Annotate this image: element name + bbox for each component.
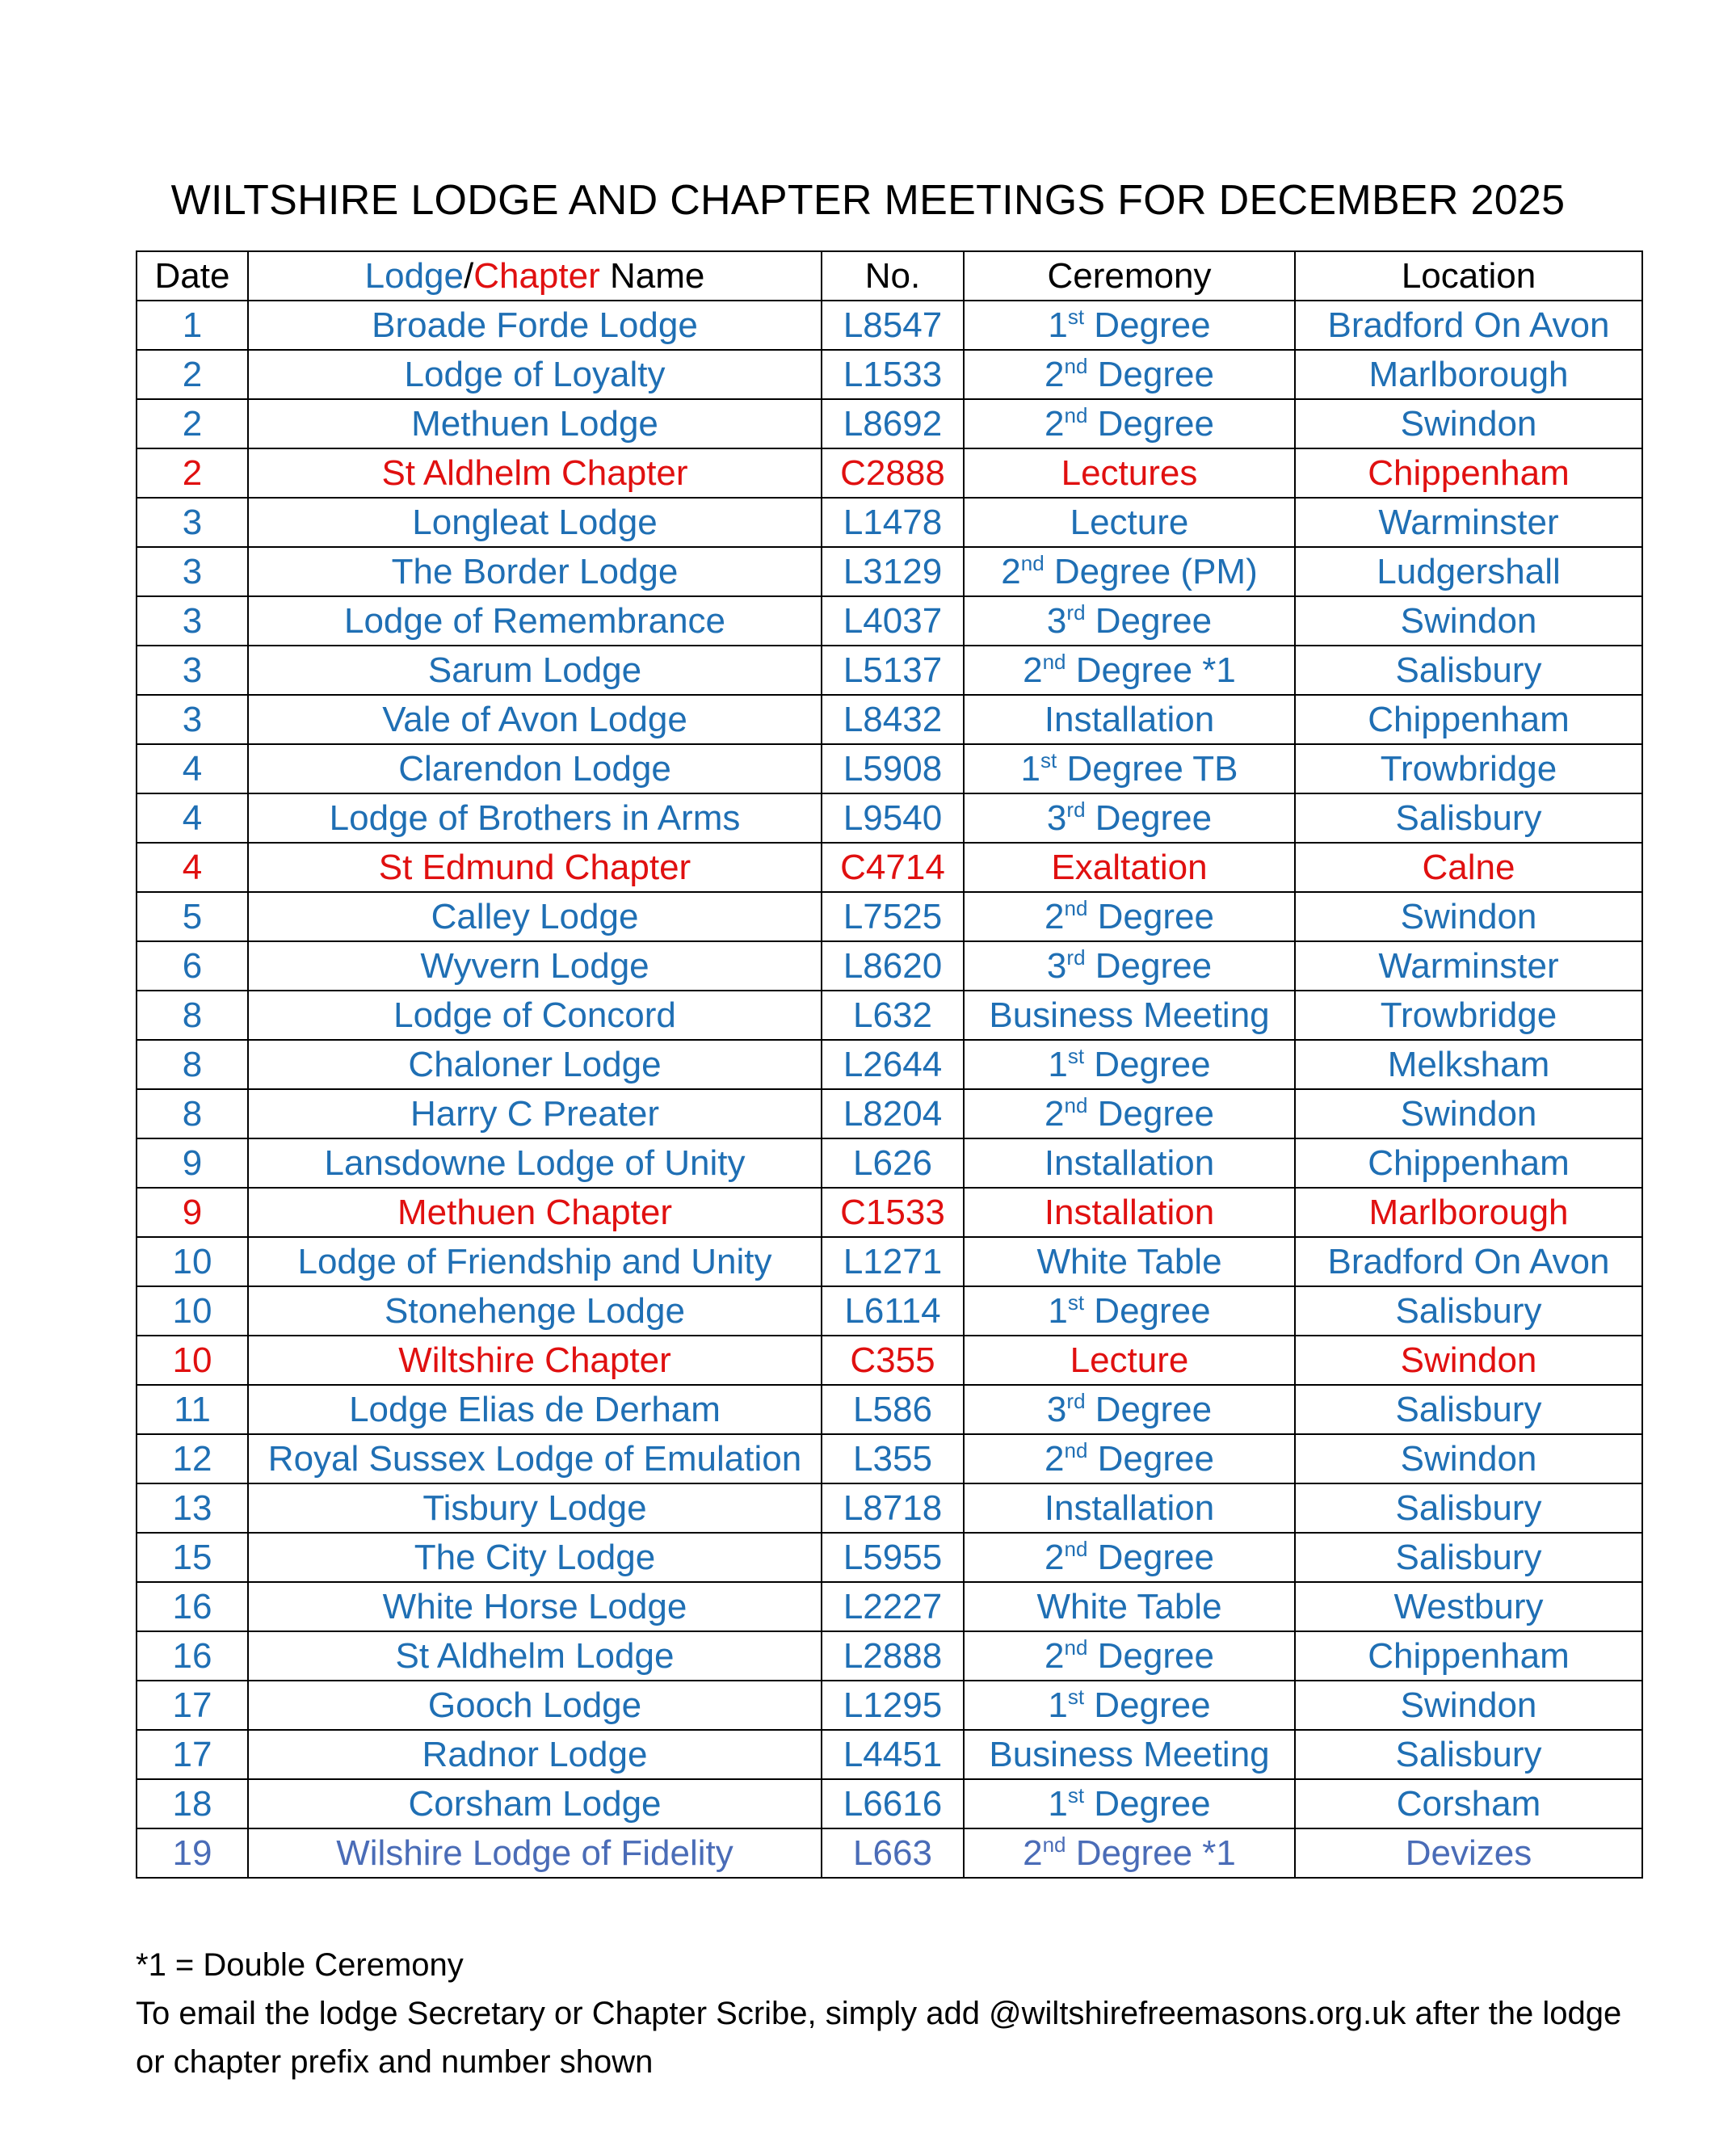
row-number: L7525 <box>822 892 964 941</box>
row-number: L8547 <box>822 301 964 350</box>
row-ceremony <box>964 498 1295 547</box>
row-location: Calne <box>1295 843 1642 892</box>
ceremony-ordinal-suffix: nd <box>1064 1092 1088 1117</box>
ceremony-ordinal-suffix: st <box>1067 1684 1085 1709</box>
row-name: Calley Lodge <box>248 892 822 941</box>
row-date: 19 <box>137 1828 248 1878</box>
ceremony-ordinal-suffix: nd <box>1042 1832 1066 1857</box>
ceremony-main: Business Meeting <box>989 995 1270 1035</box>
table-row <box>137 892 1642 941</box>
row-location: Swindon <box>1295 892 1642 941</box>
ceremony-ordinal-suffix: st <box>1067 304 1085 329</box>
table-row <box>137 1681 1642 1730</box>
row-date: 3 <box>137 695 248 744</box>
table-row <box>137 547 1642 596</box>
table-row <box>137 646 1642 695</box>
ceremony-main: Lecture <box>1070 502 1189 542</box>
ceremony-main: Installation <box>1044 1142 1215 1183</box>
ceremony-rest: Degree <box>1084 1685 1211 1725</box>
header-name <box>248 251 822 301</box>
ceremony-ordinal-suffix: rd <box>1066 945 1086 970</box>
row-ceremony <box>964 1681 1295 1730</box>
table-row <box>137 1237 1642 1286</box>
row-location: Chippenham <box>1295 1138 1642 1188</box>
row-ceremony <box>964 1188 1295 1237</box>
row-number: L663 <box>822 1828 964 1878</box>
row-name: Radnor Lodge <box>248 1730 822 1779</box>
row-ceremony <box>964 1483 1295 1533</box>
row-location: Chippenham <box>1295 695 1642 744</box>
row-location: Warminster <box>1295 498 1642 547</box>
ceremony-main: Lectures <box>1061 452 1198 493</box>
row-number: C1533 <box>822 1188 964 1237</box>
row-date: 3 <box>137 646 248 695</box>
row-name: Sarum Lodge <box>248 646 822 695</box>
ceremony-main: 2 <box>1045 1537 1065 1577</box>
row-date: 9 <box>137 1138 248 1188</box>
row-number: L1295 <box>822 1681 964 1730</box>
ceremony-rest: Degree <box>1085 945 1213 986</box>
row-number: L5955 <box>822 1533 964 1582</box>
row-location: Westbury <box>1295 1582 1642 1631</box>
ceremony-main: 3 <box>1046 600 1067 641</box>
ceremony-main: 1 <box>1048 305 1068 345</box>
ceremony-main: 1 <box>1048 1685 1068 1725</box>
row-ceremony <box>964 744 1295 793</box>
ceremony-main: White Table <box>1036 1586 1222 1626</box>
table-row <box>137 596 1642 646</box>
row-date: 1 <box>137 301 248 350</box>
ceremony-main: 2 <box>1045 896 1065 936</box>
ceremony-rest: Degree *1 <box>1066 1833 1236 1873</box>
ceremony-main: 1 <box>1048 1044 1068 1084</box>
row-ceremony <box>964 399 1295 448</box>
ceremony-ordinal-suffix: nd <box>1064 1437 1088 1462</box>
row-location: Salisbury <box>1295 646 1642 695</box>
row-name: Longleat Lodge <box>248 498 822 547</box>
table-row <box>137 498 1642 547</box>
table-row <box>137 448 1642 498</box>
table-row <box>137 399 1642 448</box>
ceremony-main: Installation <box>1044 1192 1215 1232</box>
table-row <box>137 301 1642 350</box>
ceremony-rest: Degree <box>1087 403 1214 444</box>
row-ceremony <box>964 1779 1295 1828</box>
table-row <box>137 843 1642 892</box>
row-date: 12 <box>137 1434 248 1483</box>
ceremony-main: 2 <box>1023 1833 1043 1873</box>
table-row <box>137 744 1642 793</box>
row-location: Bradford On Avon <box>1295 301 1642 350</box>
row-number: L3129 <box>822 547 964 596</box>
row-ceremony <box>964 941 1295 991</box>
row-location: Salisbury <box>1295 793 1642 843</box>
row-location: Salisbury <box>1295 1385 1642 1434</box>
row-ceremony <box>964 1385 1295 1434</box>
meetings-table <box>136 250 1643 1879</box>
row-name: Methuen Chapter <box>248 1188 822 1237</box>
table-row <box>137 695 1642 744</box>
ceremony-ordinal-suffix: rd <box>1066 797 1086 822</box>
row-ceremony <box>964 1089 1295 1138</box>
row-name: Harry C Preater <box>248 1089 822 1138</box>
ceremony-main: Installation <box>1044 1487 1215 1528</box>
row-number: L8204 <box>822 1089 964 1138</box>
row-date: 4 <box>137 793 248 843</box>
ceremony-main: Exaltation <box>1051 847 1208 887</box>
row-name: The City Lodge <box>248 1533 822 1582</box>
ceremony-ordinal-suffix: rd <box>1066 600 1086 625</box>
row-number: C355 <box>822 1336 964 1385</box>
ceremony-ordinal-suffix: nd <box>1064 895 1088 920</box>
row-location: Devizes <box>1295 1828 1642 1878</box>
row-name: Methuen Lodge <box>248 399 822 448</box>
row-ceremony <box>964 448 1295 498</box>
row-ceremony <box>964 596 1295 646</box>
table-row <box>137 1631 1642 1681</box>
row-name: The Border Lodge <box>248 547 822 596</box>
row-name: Chaloner Lodge <box>248 1040 822 1089</box>
row-date: 17 <box>137 1681 248 1730</box>
table-row <box>137 1582 1642 1631</box>
row-name: Lodge of Friendship and Unity <box>248 1237 822 1286</box>
row-date: 5 <box>137 892 248 941</box>
ceremony-ordinal-suffix: nd <box>1020 550 1045 575</box>
row-location: Salisbury <box>1295 1533 1642 1582</box>
row-name: St Aldhelm Lodge <box>248 1631 822 1681</box>
ceremony-rest: Degree *1 <box>1066 650 1236 690</box>
row-number: L8432 <box>822 695 964 744</box>
row-date: 15 <box>137 1533 248 1582</box>
table-row <box>137 1779 1642 1828</box>
ceremony-ordinal-suffix: nd <box>1064 1635 1088 1660</box>
row-name: Lodge Elias de Derham <box>248 1385 822 1434</box>
row-number: L626 <box>822 1138 964 1188</box>
row-location: Swindon <box>1295 1434 1642 1483</box>
header-name-lodge: Lodge <box>364 255 464 296</box>
row-number: L1533 <box>822 350 964 399</box>
table-row <box>137 793 1642 843</box>
row-location: Swindon <box>1295 399 1642 448</box>
ceremony-rest: Degree <box>1085 600 1213 641</box>
header-name-separator: / <box>463 255 474 296</box>
ceremony-rest: Degree <box>1087 896 1214 936</box>
row-date: 17 <box>137 1730 248 1779</box>
ceremony-ordinal-suffix: nd <box>1064 353 1088 378</box>
ceremony-main: 1 <box>1020 748 1041 789</box>
row-ceremony <box>964 695 1295 744</box>
row-location: Chippenham <box>1295 448 1642 498</box>
ceremony-ordinal-suffix: nd <box>1064 402 1088 427</box>
row-name: Lodge of Loyalty <box>248 350 822 399</box>
row-name: Clarendon Lodge <box>248 744 822 793</box>
row-number: L9540 <box>822 793 964 843</box>
row-number: L1271 <box>822 1237 964 1286</box>
row-date: 16 <box>137 1582 248 1631</box>
header-location: Location <box>1295 251 1642 301</box>
ceremony-rest: Degree <box>1087 1093 1214 1134</box>
ceremony-main: 2 <box>1045 1635 1065 1676</box>
ceremony-main: Business Meeting <box>989 1734 1270 1774</box>
ceremony-main: 2 <box>1045 1093 1065 1134</box>
row-location: Swindon <box>1295 1089 1642 1138</box>
ceremony-main: 1 <box>1048 1290 1068 1331</box>
row-number: L8692 <box>822 399 964 448</box>
row-date: 3 <box>137 547 248 596</box>
row-date: 9 <box>137 1188 248 1237</box>
row-number: C4714 <box>822 843 964 892</box>
row-number: L632 <box>822 991 964 1040</box>
row-name: Lodge of Remembrance <box>248 596 822 646</box>
row-number: L4037 <box>822 596 964 646</box>
row-ceremony <box>964 350 1295 399</box>
ceremony-ordinal-suffix: rd <box>1066 1388 1086 1413</box>
row-location: Melksham <box>1295 1040 1642 1089</box>
row-location: Salisbury <box>1295 1730 1642 1779</box>
row-ceremony <box>964 1631 1295 1681</box>
row-location: Swindon <box>1295 1336 1642 1385</box>
ceremony-rest: Degree <box>1087 1438 1214 1479</box>
table-row <box>137 991 1642 1040</box>
row-date: 4 <box>137 843 248 892</box>
ceremony-rest: Degree <box>1085 1389 1213 1429</box>
row-name: Wiltshire Chapter <box>248 1336 822 1385</box>
row-ceremony <box>964 1237 1295 1286</box>
row-name: Royal Sussex Lodge of Emulation <box>248 1434 822 1483</box>
ceremony-ordinal-suffix: nd <box>1064 1536 1088 1561</box>
page-title: WILTSHIRE LODGE AND CHAPTER MEETINGS FOR DECEMBER 2025 <box>170 177 1566 224</box>
row-name: White Horse Lodge <box>248 1582 822 1631</box>
row-number: L4451 <box>822 1730 964 1779</box>
row-ceremony <box>964 843 1295 892</box>
table-row <box>137 1336 1642 1385</box>
row-name: Lodge of Concord <box>248 991 822 1040</box>
footnotes <box>136 1941 1654 2086</box>
row-location: Corsham <box>1295 1779 1642 1828</box>
row-date: 11 <box>137 1385 248 1434</box>
header-ceremony: Ceremony <box>964 251 1295 301</box>
table-row <box>137 1533 1642 1582</box>
row-number: L2227 <box>822 1582 964 1631</box>
row-name: St Edmund Chapter <box>248 843 822 892</box>
row-name: Lansdowne Lodge of Unity <box>248 1138 822 1188</box>
table-row <box>137 1828 1642 1878</box>
row-number: L1478 <box>822 498 964 547</box>
row-ceremony <box>964 1582 1295 1631</box>
row-location: Trowbridge <box>1295 991 1642 1040</box>
row-location: Ludgershall <box>1295 547 1642 596</box>
row-name: Tisbury Lodge <box>248 1483 822 1533</box>
row-name: Broade Forde Lodge <box>248 301 822 350</box>
ceremony-ordinal-suffix: st <box>1067 1043 1085 1068</box>
row-date: 6 <box>137 941 248 991</box>
header-name-chapter: Chapter <box>473 255 600 296</box>
table-row <box>137 1483 1642 1533</box>
header-number: No. <box>822 251 964 301</box>
footnote-double-ceremony: *1 = Double Ceremony <box>136 1947 464 1983</box>
row-location: Salisbury <box>1295 1286 1642 1336</box>
row-date: 18 <box>137 1779 248 1828</box>
row-name: Stonehenge Lodge <box>248 1286 822 1336</box>
row-date: 4 <box>137 744 248 793</box>
row-ceremony <box>964 991 1295 1040</box>
ceremony-rest: Degree <box>1084 305 1211 345</box>
row-ceremony <box>964 547 1295 596</box>
ceremony-ordinal-suffix: st <box>1040 747 1057 772</box>
ceremony-rest: Degree (PM) <box>1044 551 1258 591</box>
row-number: L5908 <box>822 744 964 793</box>
row-date: 2 <box>137 448 248 498</box>
row-location: Salisbury <box>1295 1483 1642 1533</box>
row-ceremony <box>964 646 1295 695</box>
ceremony-ordinal-suffix: nd <box>1042 649 1066 674</box>
row-ceremony <box>964 1828 1295 1878</box>
row-location: Marlborough <box>1295 350 1642 399</box>
row-ceremony <box>964 793 1295 843</box>
ceremony-main: 2 <box>1045 354 1065 394</box>
row-number: L2888 <box>822 1631 964 1681</box>
table-row <box>137 1089 1642 1138</box>
row-number: L586 <box>822 1385 964 1434</box>
table-row <box>137 1730 1642 1779</box>
ceremony-main: 1 <box>1048 1783 1068 1824</box>
ceremony-main: White Table <box>1036 1241 1222 1281</box>
row-date: 8 <box>137 1040 248 1089</box>
row-date: 8 <box>137 991 248 1040</box>
table-row <box>137 1286 1642 1336</box>
table-row <box>137 1040 1642 1089</box>
row-ceremony <box>964 1434 1295 1483</box>
row-number: C2888 <box>822 448 964 498</box>
ceremony-ordinal-suffix: st <box>1067 1782 1085 1807</box>
ceremony-rest: Degree <box>1087 1635 1214 1676</box>
ceremony-main: 3 <box>1046 1389 1067 1429</box>
row-location: Swindon <box>1295 1681 1642 1730</box>
row-number: L5137 <box>822 646 964 695</box>
row-number: L2644 <box>822 1040 964 1089</box>
table-header-row <box>137 251 1642 301</box>
ceremony-main: 2 <box>1045 403 1065 444</box>
ceremony-rest: Degree TB <box>1057 748 1238 789</box>
ceremony-main: 2 <box>1045 1438 1065 1479</box>
row-date: 10 <box>137 1336 248 1385</box>
row-date: 10 <box>137 1237 248 1286</box>
row-ceremony <box>964 892 1295 941</box>
row-number: L355 <box>822 1434 964 1483</box>
row-ceremony <box>964 1138 1295 1188</box>
row-date: 2 <box>137 350 248 399</box>
row-date: 13 <box>137 1483 248 1533</box>
row-number: L8620 <box>822 941 964 991</box>
ceremony-main: 3 <box>1046 945 1067 986</box>
row-location: Trowbridge <box>1295 744 1642 793</box>
table-row <box>137 1385 1642 1434</box>
ceremony-main: 2 <box>1023 650 1043 690</box>
row-location: Warminster <box>1295 941 1642 991</box>
ceremony-main: Lecture <box>1070 1340 1189 1380</box>
row-name: Wyvern Lodge <box>248 941 822 991</box>
table-row <box>137 1138 1642 1188</box>
row-ceremony <box>964 1533 1295 1582</box>
row-date: 10 <box>137 1286 248 1336</box>
table-row <box>137 941 1642 991</box>
row-ceremony <box>964 1286 1295 1336</box>
row-number: L8718 <box>822 1483 964 1533</box>
ceremony-rest: Degree <box>1085 797 1213 838</box>
row-name: Corsham Lodge <box>248 1779 822 1828</box>
row-ceremony <box>964 301 1295 350</box>
ceremony-main: Installation <box>1044 699 1215 739</box>
row-date: 3 <box>137 596 248 646</box>
row-name: Vale of Avon Lodge <box>248 695 822 744</box>
row-date: 3 <box>137 498 248 547</box>
ceremony-rest: Degree <box>1084 1044 1211 1084</box>
row-date: 16 <box>137 1631 248 1681</box>
ceremony-main: 2 <box>1001 551 1021 591</box>
table-row <box>137 1434 1642 1483</box>
row-number: L6616 <box>822 1779 964 1828</box>
row-number: L6114 <box>822 1286 964 1336</box>
table-row <box>137 1188 1642 1237</box>
row-location: Swindon <box>1295 596 1642 646</box>
row-name: Lodge of Brothers in Arms <box>248 793 822 843</box>
ceremony-rest: Degree <box>1084 1783 1211 1824</box>
row-name: Gooch Lodge <box>248 1681 822 1730</box>
row-location: Chippenham <box>1295 1631 1642 1681</box>
table-body <box>137 301 1642 1878</box>
row-name: Wilshire Lodge of Fidelity <box>248 1828 822 1878</box>
header-name-rest: Name <box>599 255 705 296</box>
row-ceremony <box>964 1040 1295 1089</box>
ceremony-ordinal-suffix: st <box>1067 1290 1085 1315</box>
row-date: 2 <box>137 399 248 448</box>
row-location: Marlborough <box>1295 1188 1642 1237</box>
row-ceremony <box>964 1730 1295 1779</box>
ceremony-rest: Degree <box>1087 354 1214 394</box>
ceremony-rest: Degree <box>1087 1537 1214 1577</box>
footnote-email-instructions: To email the lodge Secretary or Chapter Scribe, simply add @wiltshirefreemasons.org.uk after the lodge or chapter prefix and number shown <box>136 1996 1622 2080</box>
row-name: St Aldhelm Chapter <box>248 448 822 498</box>
header-date: Date <box>137 251 248 301</box>
table-row <box>137 350 1642 399</box>
ceremony-rest: Degree <box>1084 1290 1211 1331</box>
row-ceremony <box>964 1336 1295 1385</box>
ceremony-main: 3 <box>1046 797 1067 838</box>
row-location: Bradford On Avon <box>1295 1237 1642 1286</box>
row-date: 8 <box>137 1089 248 1138</box>
